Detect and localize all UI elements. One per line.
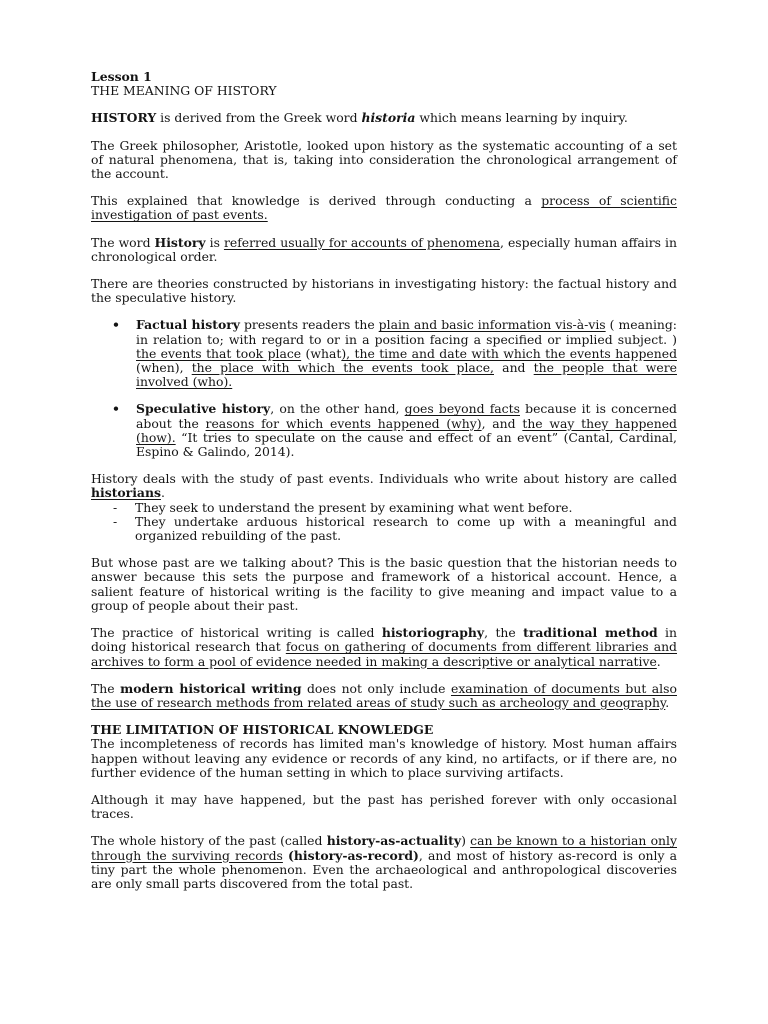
historia-term: historia: [361, 110, 416, 126]
factual-text1: presents readers the: [239, 317, 379, 333]
list-item: [91, 515, 677, 543]
dash-item-text: They seek to understand the present by examining what went before.: [135, 499, 573, 515]
knowledge-underlined: process of scientific investigation of past events.: [91, 193, 677, 223]
factual-text2: ( meaning: in relation to; with regard to or in a position facing a specified or implied subject. ): [136, 317, 677, 347]
word-history-paragraph: [91, 236, 677, 264]
factual-underlined2: the events that took place: [136, 345, 302, 361]
factual-text4: (when),: [136, 360, 192, 376]
speculative-underlined2: reasons for which events happened (why): [205, 415, 482, 431]
aristotle-paragraph: The Greek philosopher, Aristotle, looked upon history as the systematic accounting of a set of natural phenomena, that is, taking into consideration the chronological arrangement of the account.: [91, 137, 677, 182]
word-history-underlined: referred usually for accounts of phenomena: [223, 234, 501, 250]
knowledge-text: This explained that knowledge is derived through conducting a: [91, 193, 542, 209]
speculative-history-term: Speculative history: [136, 401, 271, 417]
list-item: [91, 501, 677, 515]
historians-text2: .: [160, 485, 165, 501]
history-as-actuality-term: history-as-actuality: [326, 833, 462, 849]
speculative-text1: , on the other hand,: [270, 401, 405, 417]
list-item-factual: [91, 318, 677, 389]
whose-past-paragraph: But whose past are we talking about? This is the basic question that the historian needs to answer because this sets the purpose and framework of a historical account. Hence, a salient feature of historical writing is the facility to give meaning and impact value to a group of people about their past.: [91, 555, 677, 613]
historians-dash-list: [91, 501, 677, 544]
historians-paragraph: [91, 472, 677, 500]
factual-text3: (what: [301, 345, 342, 361]
speculative-text4: “It tries to speculate on the cause and effect of an event” (Cantal, Cardinal, Espino & Galindo, 2014).: [136, 429, 677, 460]
list-item-speculative: [91, 402, 677, 459]
section-heading: THE LIMITATION OF HISTORICAL KNOWLEDGE: [91, 722, 434, 738]
speculative-underlined3: the way they happened (how).: [136, 415, 677, 445]
historiography-text4: .: [656, 653, 661, 669]
modern-writing-term: modern historical writing: [120, 680, 302, 696]
limitation-text4: , and most of history as-record is only a tiny part the whole phenomenon. Even the archaeological and anthropological discoveries are only small parts discovered from the total past.: [91, 847, 677, 891]
bullet-icon: •: [112, 317, 120, 333]
factual-history-term: Factual history: [136, 317, 240, 333]
knowledge-paragraph: [91, 194, 677, 222]
document-page: [91, 70, 677, 891]
lesson-title: THE MEANING OF HISTORY: [91, 83, 277, 99]
speculative-underlined1: goes beyond facts: [404, 401, 520, 417]
limitation-text2: ): [461, 833, 471, 849]
modern-text1: The: [91, 680, 121, 696]
intro-text-end: which means learning by inquiry.: [415, 110, 628, 126]
bullet-icon: •: [112, 401, 120, 417]
factual-underlined4: the place with which the events took place,: [191, 360, 494, 376]
word-history-text3: , especially human affairs in chronological order.: [91, 234, 677, 264]
historiography-text2: , the: [484, 625, 524, 641]
limitation-paragraph-1: The incompleteness of records has limited man's knowledge of history. Most human affairs happen without leaving any evidence or records of any kind, no artifacts, or if there are, no further evidence of the human setting in which to place surviving artifacts.: [91, 736, 677, 780]
modern-text3: .: [665, 694, 670, 710]
limitation-paragraph-3: [91, 834, 677, 891]
factual-underlined3: ), the time and date with which the events happened: [341, 345, 677, 361]
dash-item-text: They undertake arduous historical research to come up with a meaningful and organized rebuilding of the past.: [135, 513, 677, 544]
modern-writing-paragraph: [91, 682, 677, 710]
limitation-text1: The whole history of the past (called: [91, 833, 327, 849]
factual-underlined1: plain and basic information vis-à-vis: [378, 317, 606, 333]
modern-text2: does not only include: [301, 680, 451, 696]
historiography-underlined: focus on gathering of documents from different libraries and archives to form a pool of evidence needed in making a descriptive or analytical narrative: [91, 639, 677, 669]
dash-marker: -: [113, 513, 118, 529]
history-types-list: [91, 318, 677, 459]
factual-underlined5: the people that were involved (who).: [136, 360, 677, 390]
word-history-text2: is: [205, 234, 224, 250]
historians-term: historians: [91, 485, 161, 501]
speculative-text2: because it is concerned about the: [136, 401, 677, 431]
theories-paragraph: There are theories constructed by historians in investigating history: the factual history and the speculative history.: [91, 276, 677, 306]
limitation-paragraph-2: Although it may have happened, but the past has perished forever with only occasional traces.: [91, 791, 677, 822]
word-history-text1: The word: [91, 234, 155, 250]
history-as-record-term: (history-as-record): [288, 847, 419, 863]
word-history-bold: History: [154, 234, 206, 250]
historians-text1: History deals with the study of past events. Individuals who write about history are called: [91, 471, 677, 487]
factual-text5: and: [494, 360, 534, 376]
lesson-label: Lesson 1: [91, 69, 152, 84]
intro-paragraph: [91, 111, 677, 125]
limitation-underlined: can be known to a historian only through the surviving records: [91, 833, 677, 863]
historiography-text3: in doing historical research that: [91, 625, 677, 655]
traditional-method-term: traditional method: [523, 625, 658, 641]
speculative-text3: , and: [481, 415, 523, 431]
dash-marker: -: [113, 499, 118, 515]
historiography-term: historiography: [381, 625, 485, 641]
historiography-text1: The practice of historical writing is called: [91, 625, 382, 641]
historiography-paragraph: [91, 626, 677, 669]
intro-text: is derived from the Greek word: [156, 110, 362, 126]
history-term: HISTORY: [91, 110, 157, 126]
modern-underlined: examination of documents but also the use of research methods from related areas of study such as archeology and geography: [91, 680, 677, 710]
